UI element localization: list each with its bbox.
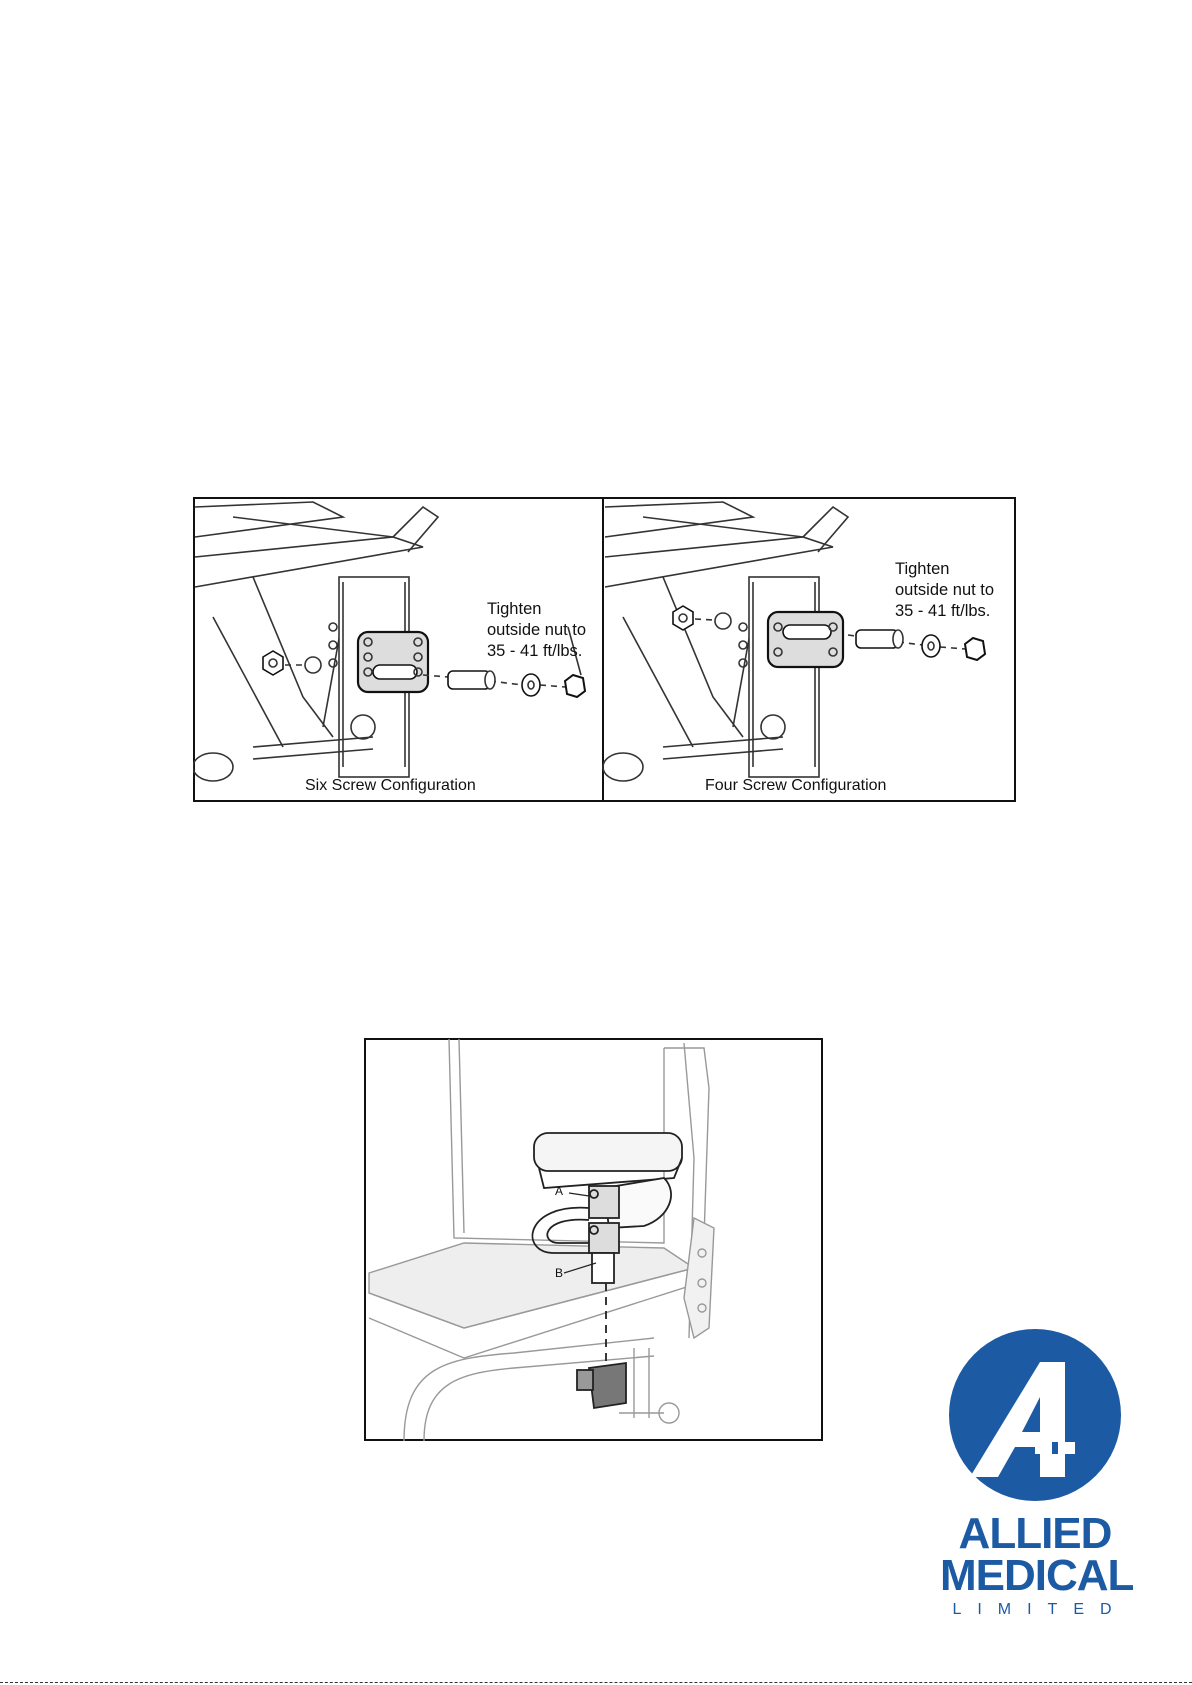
logo-line-1: ALLIED [958,1509,1112,1558]
callout-a: A [555,1184,564,1198]
assembly-diagram-top [193,497,1016,802]
caption-four-screw: Four Screw Configuration [705,777,887,794]
callout-b: B [555,1266,564,1280]
page-bottom-rule [0,1682,1192,1683]
armrest-diagram [364,1038,823,1441]
logo-line-2: MEDICAL [940,1551,1134,1600]
caption-six-screw: Six Screw Configuration [305,777,476,794]
logo-mark-icon [940,1327,1130,1507]
torque-note-left: Tighten outside nut to 35 - 41 ft/lbs. [487,600,587,660]
allied-medical-logo [940,1327,1134,1618]
torque-note-right: Tighten outside nut to 35 - 41 ft/lbs. [895,560,995,620]
logo-line-3: LIMITED [952,1601,1128,1618]
